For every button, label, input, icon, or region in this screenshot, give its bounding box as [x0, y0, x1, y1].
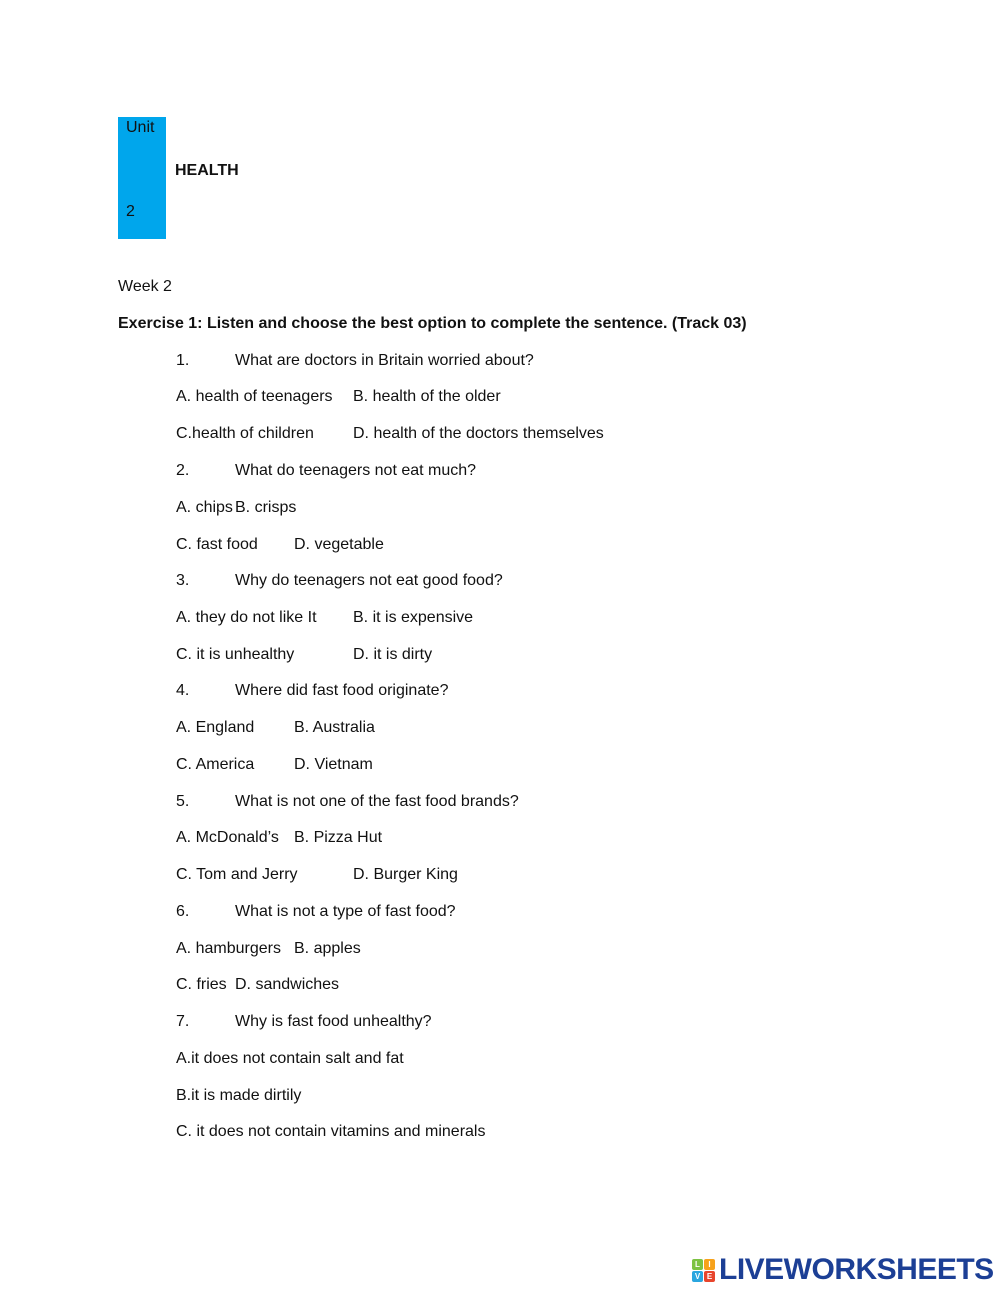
option-a[interactable]: A. hamburgers	[176, 940, 281, 957]
unit-number: 2	[126, 203, 135, 220]
option-c[interactable]: C. America	[176, 756, 255, 773]
question-text: Why is fast food unhealthy?	[235, 1013, 432, 1030]
option-c[interactable]: C.health of children	[176, 425, 314, 442]
option-c[interactable]: C. fries	[176, 976, 227, 993]
question-number: 3.	[176, 572, 190, 589]
question-text: What do teenagers not eat much?	[235, 462, 477, 479]
option-b[interactable]: B. apples	[294, 940, 361, 957]
question-text: Where did fast food originate?	[235, 682, 449, 699]
option-d[interactable]: D. it is dirty	[353, 646, 433, 663]
liveworksheets-logo	[692, 1252, 994, 1288]
question-text: What are doctors in Britain worried about?	[235, 352, 534, 369]
question-text: What is not a type of fast food?	[235, 903, 456, 920]
option-d[interactable]: D. health of the doctors themselves	[353, 425, 604, 442]
question-number: 7.	[176, 1013, 190, 1030]
option-a[interactable]: A.it does not contain salt and fat	[176, 1050, 404, 1067]
option-a[interactable]: A. chips	[176, 499, 233, 516]
question-number: 6.	[176, 903, 190, 920]
exercise-title: Exercise 1: Listen and choose the best option to complete the sentence. (Track 03)	[118, 315, 747, 332]
option-a[interactable]: A. McDonald’s	[176, 829, 279, 846]
option-b[interactable]: B. it is expensive	[353, 609, 474, 626]
option-a[interactable]: A. health of teenagers	[176, 388, 333, 405]
option-c[interactable]: C. it is unhealthy	[176, 646, 295, 663]
option-c[interactable]: C. fast food	[176, 536, 258, 553]
unit-box	[118, 117, 166, 239]
week-label: Week 2	[118, 278, 172, 295]
option-b[interactable]: B. Australia	[294, 719, 375, 736]
logo-text: LIVEWORKSHEETS	[719, 1253, 994, 1286]
option-b[interactable]: B. Pizza Hut	[294, 829, 383, 846]
question-text: Why do teenagers not eat good food?	[235, 572, 503, 589]
option-c[interactable]: C. Tom and Jerry	[176, 866, 298, 883]
option-c[interactable]: C. it does not contain vitamins and minerals	[176, 1123, 486, 1140]
unit-label: Unit	[126, 119, 155, 136]
question-number: 1.	[176, 352, 190, 369]
option-d[interactable]: D. sandwiches	[235, 976, 340, 993]
option-b[interactable]: B. health of the older	[353, 388, 501, 405]
page-title: HEALTH	[175, 162, 239, 179]
option-b[interactable]: B.it is made dirtily	[176, 1087, 302, 1104]
option-d[interactable]: D. Vietnam	[294, 756, 373, 773]
question-number: 2.	[176, 462, 190, 479]
option-a[interactable]: A. they do not like It	[176, 609, 317, 626]
option-d[interactable]: D. vegetable	[294, 536, 384, 553]
option-b[interactable]: B. crisps	[235, 499, 297, 516]
question-number: 5.	[176, 793, 190, 810]
option-a[interactable]: A. England	[176, 719, 255, 736]
question-number: 4.	[176, 682, 190, 699]
question-text: What is not one of the fast food brands?	[235, 793, 519, 810]
logo-mark-icon: L I V E	[692, 1259, 715, 1282]
option-d[interactable]: D. Burger King	[353, 866, 458, 883]
